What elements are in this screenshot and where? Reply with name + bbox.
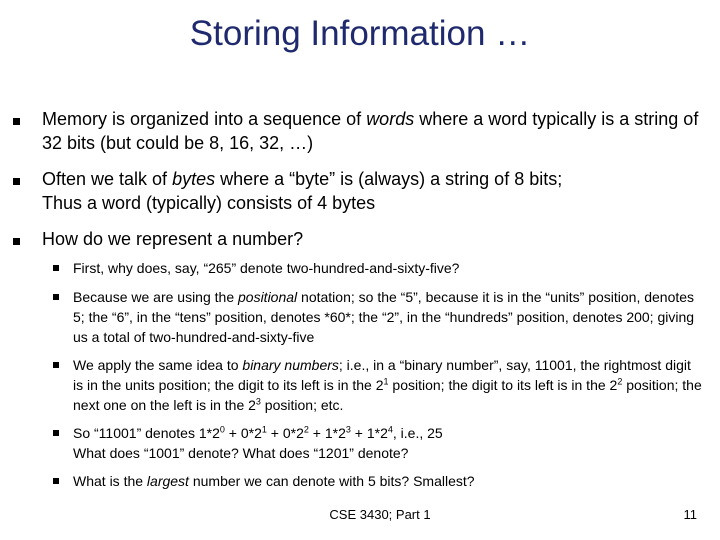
sub-bullet-text: position; the next one on the left is in the 2: [73, 377, 702, 413]
sub-bullet-text: notation; so the “5”, because it is in the “units” position, denotes 5; the “6”, in the “tens” position, denotes *60*; the “2”, in the “hundreds” position, denotes 200; giving us a total of two-hundred-and-sixty-five: [73, 289, 695, 345]
sub-bullet-item: [73, 471, 703, 491]
superscript: 2: [617, 376, 623, 387]
superscript: 1: [383, 376, 389, 387]
superscript: 4: [387, 424, 393, 435]
sub-bullet-square-icon: [53, 478, 59, 484]
sub-bullet-emphasis: positional: [238, 289, 298, 305]
superscript: 0: [219, 424, 225, 435]
bullet-item: [42, 227, 702, 251]
sub-bullet-text: Because we are using the: [73, 289, 238, 305]
bullet-item: [42, 167, 702, 215]
sub-bullet-square-icon: [53, 430, 59, 436]
bullet-item: [42, 107, 702, 155]
bullet-emphasis: bytes: [172, 169, 216, 189]
sub-bullet-text: + 1*2: [308, 425, 346, 441]
sub-bullet-square-icon: [53, 294, 59, 300]
sub-bullet-text: + 1*2: [350, 425, 388, 441]
superscript: 2: [303, 424, 309, 435]
bullet-text: Memory is organized into a sequence of: [42, 109, 367, 129]
superscript: 3: [345, 424, 351, 435]
sub-bullet-text: , i.e., 25: [392, 425, 443, 441]
sub-bullet-text: We apply the same idea to: [73, 357, 243, 373]
bullet-text: where a “byte” is (always) a string of 8 bits;: [215, 169, 563, 189]
sub-bullet-text: ; i.e., in a “binary number”, say, 11001, the rightmost digit is in the units position; the digit to its left is in the 2: [73, 357, 691, 393]
sub-bullet-item: [73, 423, 703, 463]
bullet-text: Thus a word (typically) consists of 4 bytes: [42, 193, 376, 213]
sub-bullet-emphasis: largest: [146, 473, 189, 489]
bullet-text: where a word typically is a string of 32 bits (but could be 8, 16, 32, …): [42, 109, 699, 153]
sub-bullet-text: position; etc.: [260, 397, 344, 413]
sub-bullet-text: + 0*2: [224, 425, 262, 441]
bullet-square-icon: [13, 118, 20, 125]
sub-bullet-text: number we can denote with 5 bits? Smallest?: [188, 473, 475, 489]
sub-bullet-emphasis: binary numbers: [242, 357, 339, 373]
sub-bullet-text: What is the: [73, 473, 147, 489]
bullet-square-icon: [13, 178, 20, 185]
bullet-emphasis: words: [366, 109, 415, 129]
superscript: 1: [261, 424, 267, 435]
sub-bullet-item: [73, 258, 703, 278]
bullet-text: How do we represent a number?: [42, 229, 304, 249]
footer-course: CSE 3430; Part 1: [329, 507, 431, 522]
sub-bullet-text: position; the digit to its left is in the 2: [388, 377, 618, 393]
slide-title: Storing Information …: [189, 14, 531, 53]
sub-bullet-text: + 0*2: [266, 425, 304, 441]
sub-bullet-item: [73, 355, 703, 415]
sub-bullet-text: First, why does, say, “265” denote two-hundred-and-sixty-five?: [73, 260, 460, 276]
superscript: 3: [255, 396, 261, 407]
sub-bullet-text: What does “1001” denote? What does “1201” denote?: [73, 445, 409, 461]
sub-bullet-text: So “11001” denotes 1*2: [73, 425, 220, 441]
sub-bullet-square-icon: [53, 265, 59, 271]
bullet-square-icon: [13, 238, 20, 245]
bullet-text: Often we talk of: [42, 169, 173, 189]
sub-bullet-item: [73, 287, 703, 347]
sub-bullet-square-icon: [53, 362, 59, 368]
page-number: 11: [683, 507, 697, 522]
